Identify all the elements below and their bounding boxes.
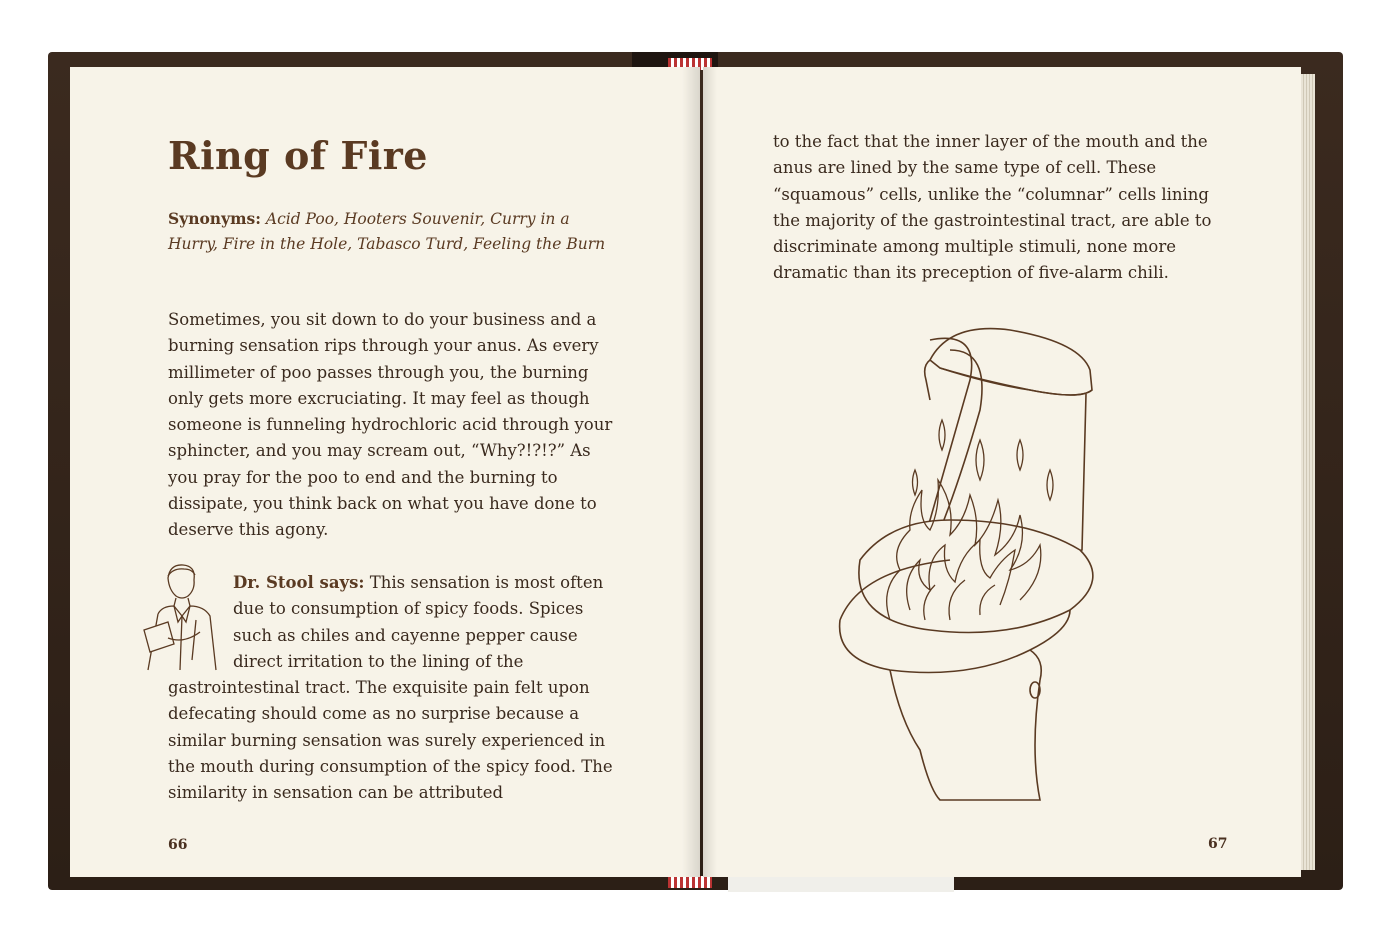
dr-stool-label: Dr. Stool says: [233, 573, 365, 592]
doctor-illustration [138, 560, 228, 672]
body-paragraph-right: to the fact that the inner layer of the mouth and the anus are lined by the same type of cell. These “squamous” cells, unlike the “columnar” cells lining the majority of the gastrointestinal tract, are able to discriminate among multiple stimuli, none more dramatic than its preception of five-alarm chili. [773, 132, 1212, 283]
headband-bottom [668, 876, 712, 888]
synonyms-text: Acid Poo, Hooters Souvenir, Curry in a Hurry, Fire in the Hole, Tabasco Turd, Feeling the Burn [168, 210, 606, 253]
dr-stool-continued: gastrointestinal tract. The exquisite pain felt upon defecating should come as no surprise because a similar burning sensation was surely experienced in the mouth during consumption of the spicy food. The similarity in sensation can be attributed [168, 678, 613, 803]
bottom-strip [728, 876, 954, 892]
dr-stool-text: This sensation is most often due to consumption of spicy foods. Spices such as chiles and cayenne pepper cause direct irritation to the lining of the [233, 573, 604, 671]
page-title: Ring of Fire [168, 133, 428, 178]
page-stack [1301, 74, 1315, 870]
dr-stool-note [233, 570, 625, 675]
page-number-left: 66 [168, 837, 188, 853]
body-paragraph: Sometimes, you sit down to do your business and a burning sensation rips through your anus. As every millimeter of poo passes through you, the burning only gets more excruciating. It may feel as though someone is funneling hydrochloric acid through your sphincter, and you may scream out, “Why?!?!?” As you pray for the poo to end and the burning to dissipate, you think back on what you have done to deserve this agony. [168, 310, 613, 540]
synonyms [168, 207, 608, 256]
flaming-toilet-illustration [830, 320, 1230, 810]
synonyms-label: Synonyms: [168, 209, 261, 228]
page-number-right: 67 [1208, 836, 1228, 852]
